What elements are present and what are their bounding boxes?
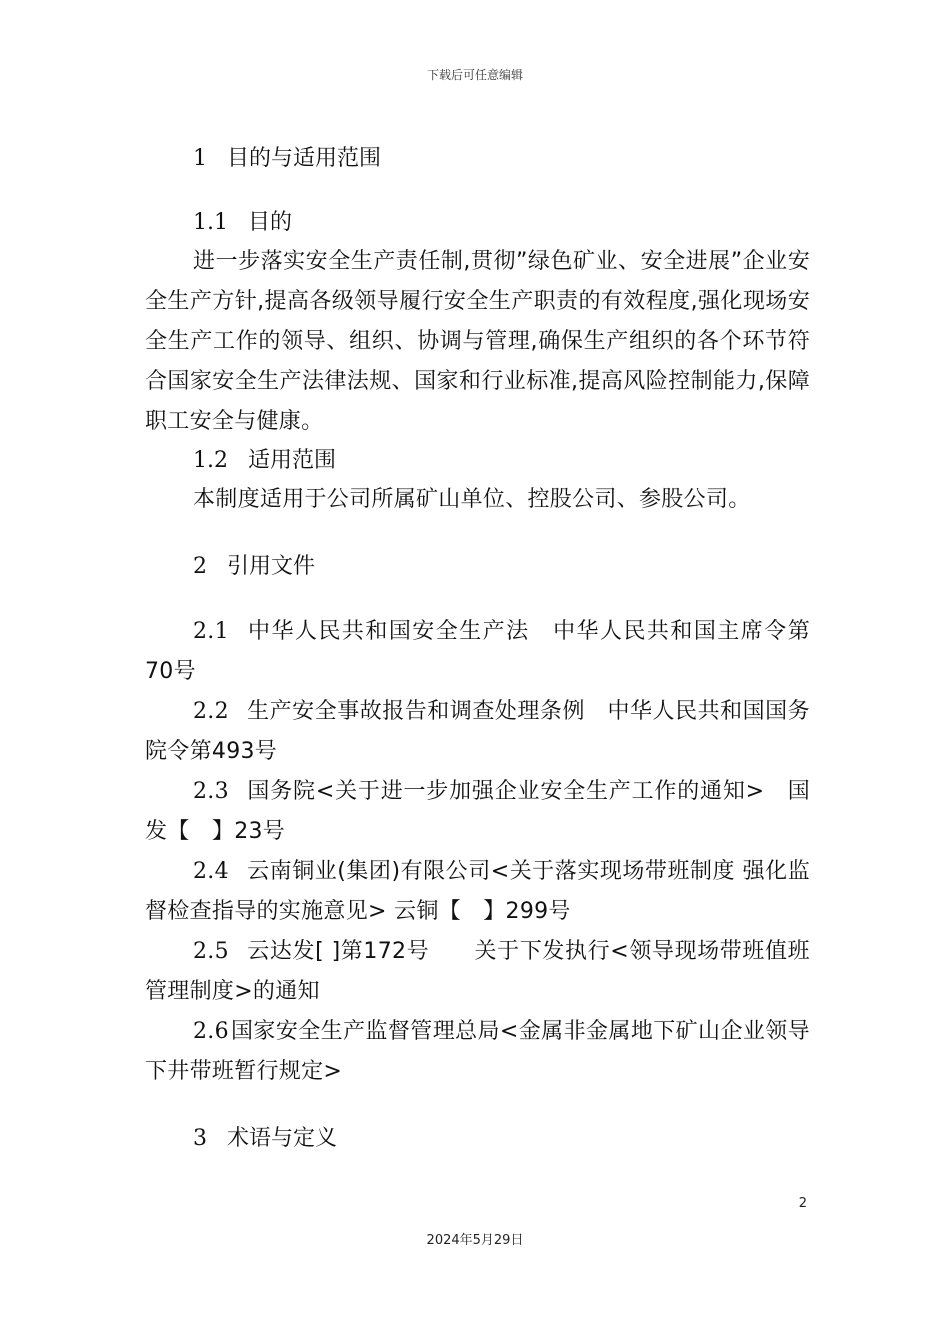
- subsection-1-2-number: 1.2: [193, 448, 228, 473]
- reference-item: [145, 1012, 810, 1092]
- section-1-heading: [193, 140, 810, 178]
- document-body: [145, 140, 810, 1158]
- section-3-heading: [193, 1120, 810, 1158]
- subsection-1-1-number: 1.1: [193, 210, 228, 235]
- reference-list: [145, 612, 810, 1092]
- header-note: 下载后可任意编辑: [426, 68, 523, 82]
- reference-number: 2.4: [193, 859, 229, 884]
- reference-item: [145, 612, 810, 692]
- section-1-number: 1: [193, 146, 207, 171]
- section-3-number: 3: [193, 1126, 207, 1151]
- reference-number: 2.5: [193, 939, 229, 964]
- scope-paragraph: 本制度适用于公司所属矿山单位、控股公司、参股公司。: [193, 487, 751, 512]
- subsection-1-2-heading: [145, 442, 810, 480]
- section-2-title: 引用文件: [227, 554, 316, 579]
- reference-text: 云南铜业(集团)有限公司<关于落实现场带班制度 强化监督检查指导的实施意见> 云铜【 】299号: [145, 859, 810, 924]
- section-1-title: 目的与适用范围: [227, 146, 382, 171]
- reference-item: [145, 692, 810, 772]
- subsection-1-1-heading: [145, 204, 810, 242]
- section-3-title: 术语与定义: [227, 1126, 338, 1151]
- page-number: 2: [798, 1196, 807, 1211]
- reference-item: [145, 852, 810, 932]
- purpose-paragraph: 进一步落实安全生产责任制,贯彻”绿色矿业、安全进展”企业安全生产方针,提高各级领导履行安全生产职责的有效程度,强化现场安全生产工作的领导、组织、协调与管理,确保生产组织的各个环节符合国家安全生产法律法规、国家和行业标准,提高风险控制能力,保障职工安全与健康。: [145, 249, 810, 434]
- reference-number: 2.1: [193, 619, 229, 644]
- reference-text: 生产安全事故报告和调查处理条例 中华人民共和国国务院令第493号: [145, 699, 810, 764]
- footer-date: 2024年5月29日: [426, 1233, 524, 1248]
- subsection-1-2-title: 适用范围: [248, 448, 337, 473]
- section-2-heading: [193, 548, 810, 586]
- subsection-1-1-title: 目的: [248, 210, 293, 235]
- reference-item: [145, 932, 810, 1012]
- reference-text: 云达发[ ]第172号 关于下发执行<领导现场带班值班管理制度>的通知: [145, 939, 810, 1004]
- section-2-number: 2: [193, 554, 207, 579]
- reference-text: 国家安全生产监督管理总局<金属非金属地下矿山企业领导下井带班暂行规定>: [145, 1019, 810, 1084]
- reference-number: 2.2: [193, 699, 229, 724]
- reference-text: 中华人民共和国安全生产法 中华人民共和国主席令第70号: [145, 619, 810, 684]
- reference-number: 2.6: [193, 1019, 229, 1044]
- reference-item: [145, 772, 810, 852]
- reference-text: 国务院<关于进一步加强企业安全生产工作的通知> 国发【 】23号: [145, 779, 810, 844]
- reference-number: 2.3: [193, 779, 229, 804]
